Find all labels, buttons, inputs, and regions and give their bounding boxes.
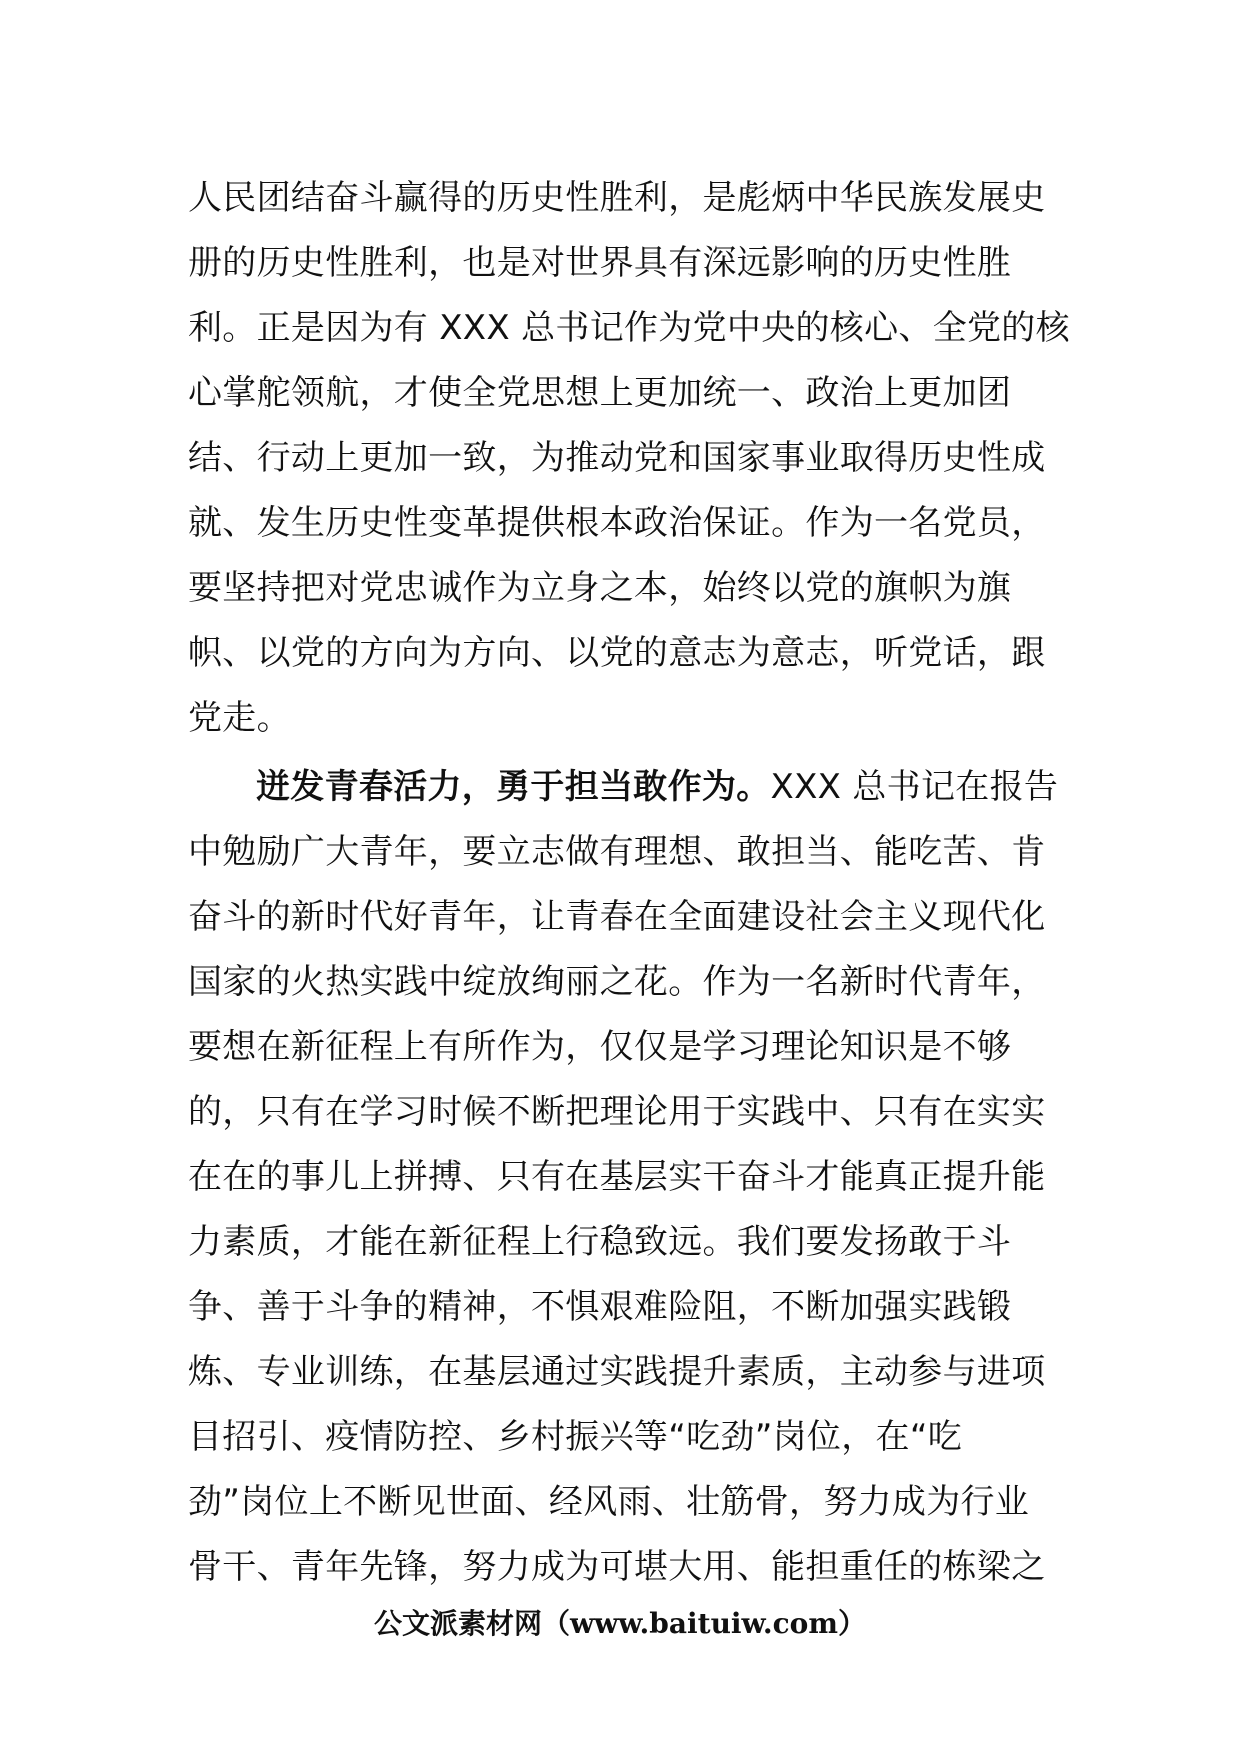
text-line: 要坚持把对党忠诚作为立身之本，始终以党的旗帜为旗 bbox=[188, 568, 1012, 608]
text-line: 国家的火热实践中绽放绚丽之花。作为一名新时代青年， bbox=[188, 962, 1046, 1002]
text-line: 结、行动上更加一致，为推动党和国家事业取得历史性成 bbox=[188, 438, 1046, 478]
text-line: 的，只有在学习时候不断把理论用于实践中、只有在实实 bbox=[188, 1092, 1046, 1132]
text-line: 争、善于斗争的精神，不惧艰难险阻，不断加强实践锻 bbox=[188, 1287, 1012, 1327]
paragraph-1 bbox=[188, 166, 1068, 751]
text-line: 帜、以党的方向为方向、以党的意志为意志，听党话，跟 bbox=[188, 633, 1046, 673]
text-line: 要想在新征程上有所作为，仅仅是学习理论知识是不够 bbox=[188, 1027, 1012, 1067]
text-line: 就、发生历史性变革提供根本政治保证。作为一名党员， bbox=[188, 503, 1046, 543]
text-line: 在在的事儿上拼搏、只有在基层实干奋斗才能真正提升能 bbox=[188, 1157, 1046, 1197]
paragraph-lead-rest: XXX 总书记在报告 bbox=[770, 767, 1059, 807]
text-line: 党走。 bbox=[188, 698, 291, 738]
text-line: 炼、专业训练，在基层通过实践提升素质，主动参与进项 bbox=[188, 1352, 1046, 1392]
paragraph-lead-heading: 迸发青春活力，勇于担当敢作为。 bbox=[256, 767, 771, 807]
text-line: 力素质，才能在新征程上行稳致远。我们要发扬敢于斗 bbox=[188, 1222, 1012, 1262]
text-line: 骨干、青年先锋，努力成为可堪大用、能担重任的栋梁之 bbox=[188, 1547, 1046, 1587]
page-footer-source: 公文派素材网（www.baituiw.com） bbox=[374, 1607, 866, 1640]
paragraph-lead-line bbox=[188, 755, 1068, 820]
text-line: 利。正是因为有 XXX 总书记作为党中央的核心、全党的核 bbox=[188, 308, 1070, 348]
paragraph-2 bbox=[188, 755, 1068, 1600]
text-line: 心掌舵领航，才使全党思想上更加统一、政治上更加团 bbox=[188, 373, 1012, 413]
text-line: 目招引、疫情防控、乡村振兴等“吃劲”岗位，在“吃 bbox=[188, 1417, 963, 1457]
text-line: 劲”岗位上不断见世面、经风雨、壮筋骨，努力成为行业 bbox=[188, 1482, 1030, 1522]
text-line: 奋斗的新时代好青年，让青春在全面建设社会主义现代化 bbox=[188, 897, 1046, 937]
text-line: 中勉励广大青年，要立志做有理想、敢担当、能吃苦、肯 bbox=[188, 832, 1046, 872]
text-line: 册的历史性胜利，也是对世界具有深远影响的历史性胜 bbox=[188, 243, 1012, 283]
document-body bbox=[188, 166, 1068, 1600]
text-line: 人民团结奋斗赢得的历史性胜利，是彪炳中华民族发展史 bbox=[188, 178, 1046, 218]
